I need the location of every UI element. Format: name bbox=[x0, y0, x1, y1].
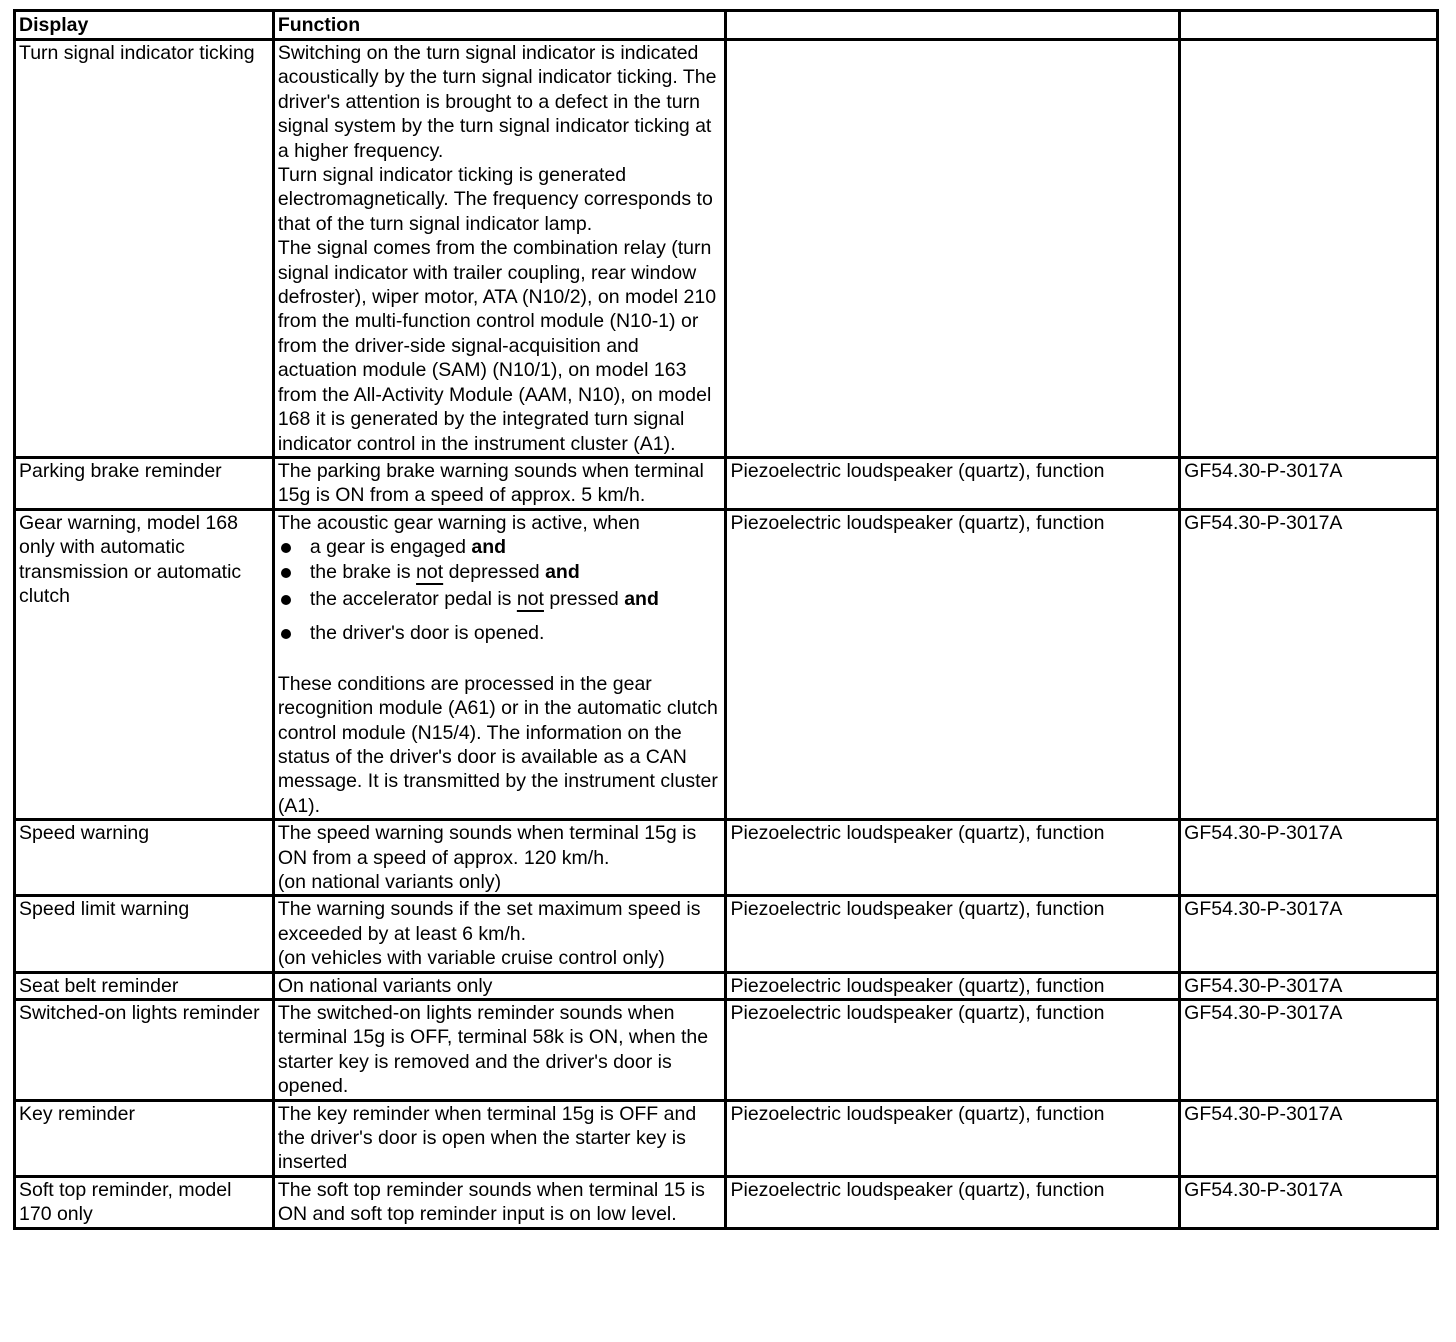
display-cell: Turn signal indicator ticking bbox=[15, 40, 274, 458]
function-paragraph: (on vehicles with variable cruise control only) bbox=[277, 947, 665, 970]
condition-item bbox=[278, 535, 722, 559]
not-keyword: not bbox=[516, 587, 544, 610]
component-cell: Piezoelectric loudspeaker (quartz), function bbox=[726, 820, 1180, 896]
document-cell: GF54.30-P-3017A bbox=[1180, 509, 1438, 819]
document-cell: GF54.30-P-3017A bbox=[1180, 896, 1438, 972]
display-cell: Speed limit warning bbox=[15, 896, 274, 972]
header-document bbox=[1180, 11, 1438, 40]
function-paragraph: The signal comes from the combination relay (turn signal indicator with trailer coupling, rear window defroster), wiper motor, ATA (N10/2), on model 210 from the multi-function control module (N10-1) or from the driver-side signal-acquisition and actuation module (SAM) (N10/1), on model 163 from the All-Activity Module (AAM, N10), on model 168 it is generated by the integrated turn signal indicator control in the instrument cluster (A1). bbox=[277, 237, 717, 455]
header-display: Display bbox=[15, 11, 274, 40]
function-cell: The switched-on lights reminder sounds when terminal 15g is OFF, terminal 58k is ON, when the starter key is removed and the driver's door is opened. bbox=[273, 1000, 726, 1101]
header-function: Function bbox=[273, 11, 726, 40]
component-cell: Piezoelectric loudspeaker (quartz), function bbox=[726, 972, 1180, 999]
and-keyword: and bbox=[624, 587, 659, 610]
component-cell: Piezoelectric loudspeaker (quartz), function bbox=[726, 1176, 1180, 1228]
display-cell: Gear warning, model 168 only with automatic transmission or automatic clutch bbox=[15, 509, 274, 819]
function-cell bbox=[273, 820, 726, 896]
condition-text: the brake is bbox=[309, 560, 411, 583]
document-cell: GF54.30-P-3017A bbox=[1180, 457, 1438, 509]
function-outro: These conditions are processed in the gear recognition module (A61) or in the automatic clutch control module (N15/4). The information on the status of the driver's door is available as a CAN message. It is transmitted by the instrument cluster (A1). bbox=[277, 672, 718, 817]
condition-text: the accelerator pedal is bbox=[309, 587, 512, 610]
table-row bbox=[15, 820, 1438, 896]
document-cell: GF54.30-P-3017A bbox=[1180, 1100, 1438, 1176]
and-keyword: and bbox=[471, 536, 507, 559]
condition-item bbox=[278, 587, 722, 611]
function-cell: The key reminder when terminal 15g is OFF and the driver's door is open when the starter key is inserted bbox=[273, 1100, 726, 1176]
function-paragraph: (on national variants only) bbox=[277, 871, 502, 893]
table-row bbox=[15, 1100, 1438, 1176]
display-cell: Parking brake reminder bbox=[15, 457, 274, 509]
condition-item bbox=[278, 560, 722, 584]
function-paragraph: The speed warning sounds when terminal 15g is ON from a speed of approx. 120 km/h. bbox=[277, 822, 697, 869]
function-cell: On national variants only bbox=[273, 972, 726, 999]
component-cell bbox=[726, 40, 1180, 458]
condition-text: depressed bbox=[448, 560, 540, 583]
and-keyword: and bbox=[545, 560, 580, 583]
function-paragraph: Switching on the turn signal indicator is indicated acoustically by the turn signal indicator ticking. The driver's attention is brought to a defect in the turn signal system by the turn signal indicator ticking at a higher frequency. bbox=[277, 42, 717, 162]
table-row bbox=[15, 972, 1438, 999]
table-row bbox=[15, 1000, 1438, 1101]
table-row bbox=[15, 1176, 1438, 1228]
condition-text: the driver's door is opened. bbox=[309, 622, 545, 645]
header-component bbox=[726, 11, 1180, 40]
document-cell: GF54.30-P-3017A bbox=[1180, 820, 1438, 896]
table-header-row bbox=[15, 11, 1438, 40]
document-cell: GF54.30-P-3017A bbox=[1180, 1176, 1438, 1228]
table-row bbox=[15, 457, 1438, 509]
display-cell: Seat belt reminder bbox=[15, 972, 274, 999]
spacer bbox=[278, 646, 722, 672]
not-keyword: not bbox=[416, 560, 444, 583]
condition-list bbox=[278, 535, 722, 646]
condition-text: a gear is engaged bbox=[309, 536, 466, 559]
component-cell: Piezoelectric loudspeaker (quartz), function bbox=[726, 1100, 1180, 1176]
component-cell: Piezoelectric loudspeaker (quartz), function bbox=[726, 1000, 1180, 1101]
component-cell: Piezoelectric loudspeaker (quartz), function bbox=[726, 509, 1180, 819]
display-cell: Switched-on lights reminder bbox=[15, 1000, 274, 1101]
document-cell: GF54.30-P-3017A bbox=[1180, 972, 1438, 999]
function-cell: The soft top reminder sounds when terminal 15 is ON and soft top reminder input is on low level. bbox=[273, 1176, 726, 1228]
component-cell: Piezoelectric loudspeaker (quartz), function bbox=[726, 896, 1180, 972]
table-row bbox=[15, 40, 1438, 458]
function-cell bbox=[273, 896, 726, 972]
function-intro: The acoustic gear warning is active, when bbox=[277, 511, 640, 534]
condition-item bbox=[278, 621, 722, 645]
document-cell: GF54.30-P-3017A bbox=[1180, 1000, 1438, 1101]
display-cell: Key reminder bbox=[15, 1100, 274, 1176]
function-paragraph: Turn signal indicator ticking is generated electromagnetically. The frequency corresponds to that of the turn signal indicator lamp. bbox=[277, 164, 713, 235]
table-row bbox=[15, 896, 1438, 972]
display-cell: Soft top reminder, model 170 only bbox=[15, 1176, 274, 1228]
acoustic-warnings-table bbox=[13, 9, 1439, 1230]
display-cell: Speed warning bbox=[15, 820, 274, 896]
function-cell bbox=[273, 509, 726, 819]
component-cell: Piezoelectric loudspeaker (quartz), function bbox=[726, 457, 1180, 509]
function-cell: The parking brake warning sounds when terminal 15g is ON from a speed of approx. 5 km/h. bbox=[273, 457, 726, 509]
function-paragraph: The warning sounds if the set maximum speed is exceeded by at least 6 km/h. bbox=[277, 898, 701, 945]
function-cell bbox=[273, 40, 726, 458]
condition-text: pressed bbox=[549, 587, 619, 610]
document-cell bbox=[1180, 40, 1438, 458]
table-row bbox=[15, 509, 1438, 819]
